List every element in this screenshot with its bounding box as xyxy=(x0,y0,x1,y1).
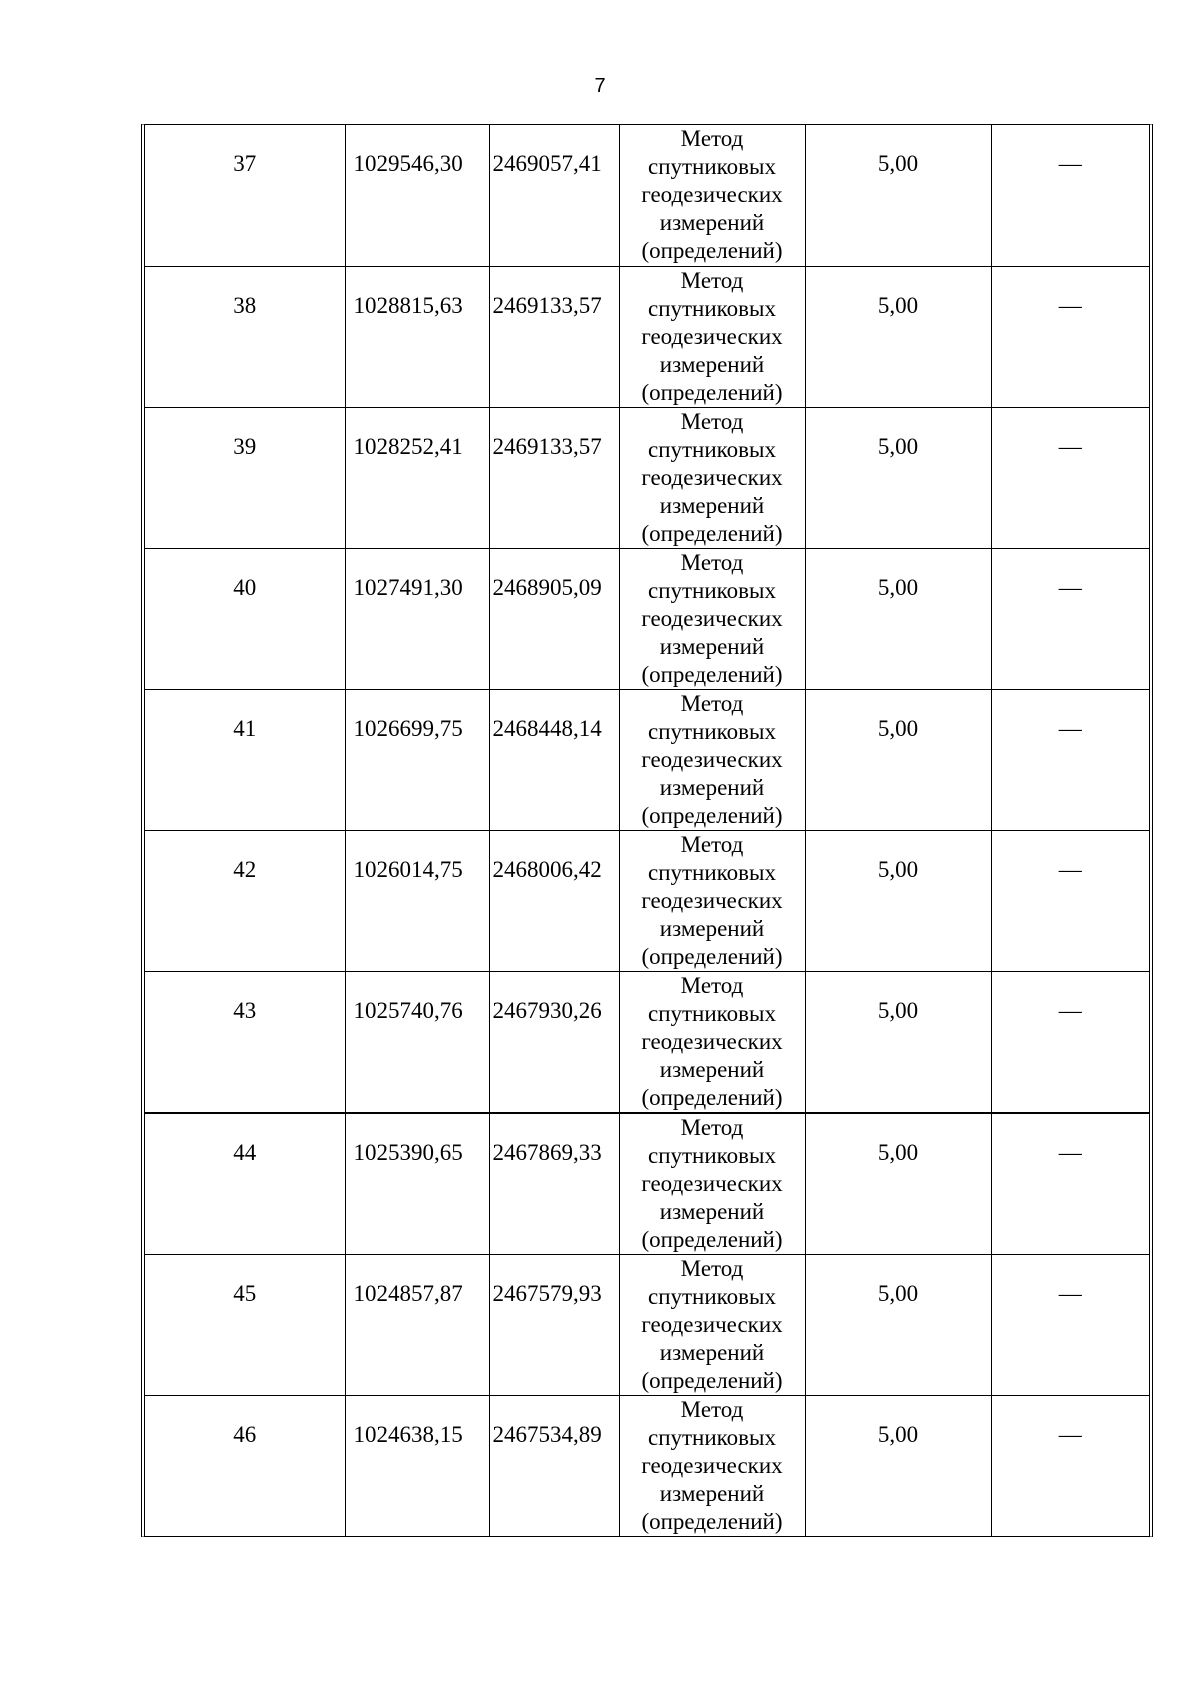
method-cell xyxy=(619,1254,805,1395)
x-coordinate-cell: 1028815,63 xyxy=(345,266,489,407)
method-line: измерений xyxy=(659,915,765,941)
method-line: измерений xyxy=(659,774,765,800)
method-line: спутниковых xyxy=(647,154,776,179)
note-cell xyxy=(991,830,1149,971)
accuracy-cell: 5,00 xyxy=(805,971,991,1113)
point-number-cell: 38 xyxy=(145,266,345,407)
method-line: геодезических xyxy=(641,746,783,772)
method-line: геодезических xyxy=(641,182,783,207)
accuracy-cell: 5,00 xyxy=(805,266,991,407)
note-cell xyxy=(991,1395,1149,1536)
method-line: спутниковых xyxy=(647,436,776,462)
table-row xyxy=(145,1113,1149,1255)
y-coordinate-cell: 2467534,89 xyxy=(489,1395,619,1536)
method-line: геодезических xyxy=(641,1028,783,1054)
y-coordinate-cell: 2468448,14 xyxy=(489,689,619,830)
page-number: 7 xyxy=(594,75,606,97)
table-row xyxy=(145,830,1149,971)
table-row xyxy=(145,1254,1149,1395)
note-cell xyxy=(991,1254,1149,1395)
method-line: (определений) xyxy=(641,661,783,687)
point-number-cell: 43 xyxy=(145,971,345,1113)
method-line: спутниковых xyxy=(647,718,776,744)
x-coordinate-cell: 1026014,75 xyxy=(345,830,489,971)
x-coordinate-cell: 1026699,75 xyxy=(345,689,489,830)
point-number-cell: 37 xyxy=(233,151,257,176)
note-cell xyxy=(991,266,1149,407)
method-cell xyxy=(619,1113,805,1255)
method-line: Метод xyxy=(680,1255,744,1281)
accuracy-cell: 5,00 xyxy=(805,1254,991,1395)
method-line: измерений xyxy=(659,492,765,518)
x-coordinate-cell: 1028252,41 xyxy=(345,407,489,548)
note-dash: — xyxy=(1058,715,1082,741)
method-line: Метод xyxy=(680,1114,744,1140)
method-line: спутниковых xyxy=(647,1142,776,1168)
method-line: (определений) xyxy=(641,238,783,263)
method-line: спутниковых xyxy=(647,859,776,885)
table-row xyxy=(145,1395,1149,1536)
method-cell xyxy=(619,266,805,407)
point-number-cell: 39 xyxy=(145,407,345,548)
accuracy-cell: 5,00 xyxy=(805,689,991,830)
method-line: Метод xyxy=(680,972,744,998)
method-cell xyxy=(619,689,805,830)
note-cell xyxy=(991,689,1149,830)
method-line: измерений xyxy=(659,633,765,659)
method-cell xyxy=(619,548,805,689)
method-line: измерений xyxy=(659,1198,765,1224)
method-line: геодезических xyxy=(641,1311,783,1337)
y-coordinate-cell: 2469133,57 xyxy=(489,266,619,407)
method-line: спутниковых xyxy=(647,1283,776,1309)
method-cell xyxy=(619,971,805,1113)
table-row xyxy=(145,971,1149,1113)
method-line: геодезических xyxy=(641,323,783,349)
x-coordinate-cell: 1024638,15 xyxy=(345,1395,489,1536)
method-line: измерений xyxy=(659,1480,765,1506)
accuracy-cell: 5,00 xyxy=(805,1113,991,1255)
note-dash: — xyxy=(1058,151,1082,176)
method-line: геодезических xyxy=(641,464,783,490)
note-dash: — xyxy=(1058,1421,1082,1447)
note-cell xyxy=(991,971,1149,1113)
table-row xyxy=(145,407,1149,548)
note-dash: — xyxy=(1058,856,1082,882)
table-row xyxy=(145,266,1149,407)
method-line: Метод xyxy=(680,126,744,151)
table-row xyxy=(145,125,1149,266)
method-line: (определений) xyxy=(641,1508,783,1534)
method-line: Метод xyxy=(680,1396,744,1422)
accuracy-cell: 5,00 xyxy=(805,407,991,548)
x-coordinate-cell: 1029546,30 xyxy=(345,125,489,266)
coordinates-table xyxy=(145,125,1149,1536)
method-line: спутниковых xyxy=(647,1424,776,1450)
method-line: спутниковых xyxy=(647,577,776,603)
method-line: Метод xyxy=(680,549,744,575)
method-line: геодезических xyxy=(641,1452,783,1478)
method-line: (определений) xyxy=(641,1226,783,1252)
method-line: (определений) xyxy=(641,1367,783,1393)
method-line: (определений) xyxy=(641,1084,783,1110)
coordinates-table-frame xyxy=(141,124,1153,1537)
note-dash: — xyxy=(1058,1280,1082,1306)
method-line: Метод xyxy=(680,408,744,434)
method-cell xyxy=(619,407,805,548)
method-line: спутниковых xyxy=(647,295,776,321)
method-line: геодезических xyxy=(641,887,783,913)
method-line: Метод xyxy=(680,831,744,857)
accuracy-cell: 5,00 xyxy=(805,125,991,266)
method-line: Метод xyxy=(680,690,744,716)
y-coordinate-cell: 2467930,26 xyxy=(489,971,619,1113)
note-cell xyxy=(991,1113,1149,1255)
method-line: геодезических xyxy=(641,1170,783,1196)
point-number-cell: 40 xyxy=(145,548,345,689)
method-line: измерений xyxy=(659,1056,765,1082)
note-dash: — xyxy=(1058,997,1082,1023)
accuracy-cell: 5,00 xyxy=(805,548,991,689)
note-dash: — xyxy=(1058,292,1082,318)
method-line: измерений xyxy=(659,351,765,377)
note-cell xyxy=(991,125,1149,266)
method-line: спутниковых xyxy=(647,1000,776,1026)
y-coordinate-cell: 2467579,93 xyxy=(489,1254,619,1395)
accuracy-cell: 5,00 xyxy=(805,830,991,971)
note-dash: — xyxy=(1058,433,1082,459)
x-coordinate-cell: 1027491,30 xyxy=(345,548,489,689)
method-line: (определений) xyxy=(641,520,783,546)
y-coordinate-cell: 2469057,41 xyxy=(489,125,619,266)
note-cell xyxy=(991,407,1149,548)
method-line: (определений) xyxy=(641,379,783,405)
y-coordinate-cell: 2468905,09 xyxy=(489,548,619,689)
y-coordinate-cell: 2468006,42 xyxy=(489,830,619,971)
table-row xyxy=(145,548,1149,689)
note-dash: — xyxy=(1058,574,1082,600)
x-coordinate-cell: 1025740,76 xyxy=(345,971,489,1113)
method-cell xyxy=(619,1395,805,1536)
table-row xyxy=(145,689,1149,830)
method-line: геодезических xyxy=(641,605,783,631)
point-number-cell: 44 xyxy=(145,1113,345,1255)
x-coordinate-cell: 1025390,65 xyxy=(345,1113,489,1255)
y-coordinate-cell: 2469133,57 xyxy=(489,407,619,548)
method-line: (определений) xyxy=(641,802,783,828)
point-number-cell: 41 xyxy=(145,689,345,830)
y-coordinate-cell: 2467869,33 xyxy=(489,1113,619,1255)
point-number-cell: 42 xyxy=(145,830,345,971)
method-cell xyxy=(619,830,805,971)
note-dash: — xyxy=(1058,1139,1082,1165)
method-cell xyxy=(619,125,805,266)
accuracy-cell: 5,00 xyxy=(805,1395,991,1536)
point-number-cell: 46 xyxy=(145,1395,345,1536)
x-coordinate-cell: 1024857,87 xyxy=(345,1254,489,1395)
method-line: (определений) xyxy=(641,943,783,969)
method-line: Метод xyxy=(680,267,744,293)
method-line: измерений xyxy=(659,1339,765,1365)
method-line: измерений xyxy=(659,210,765,235)
note-cell xyxy=(991,548,1149,689)
table-body xyxy=(145,125,1149,1536)
point-number-cell: 45 xyxy=(145,1254,345,1395)
